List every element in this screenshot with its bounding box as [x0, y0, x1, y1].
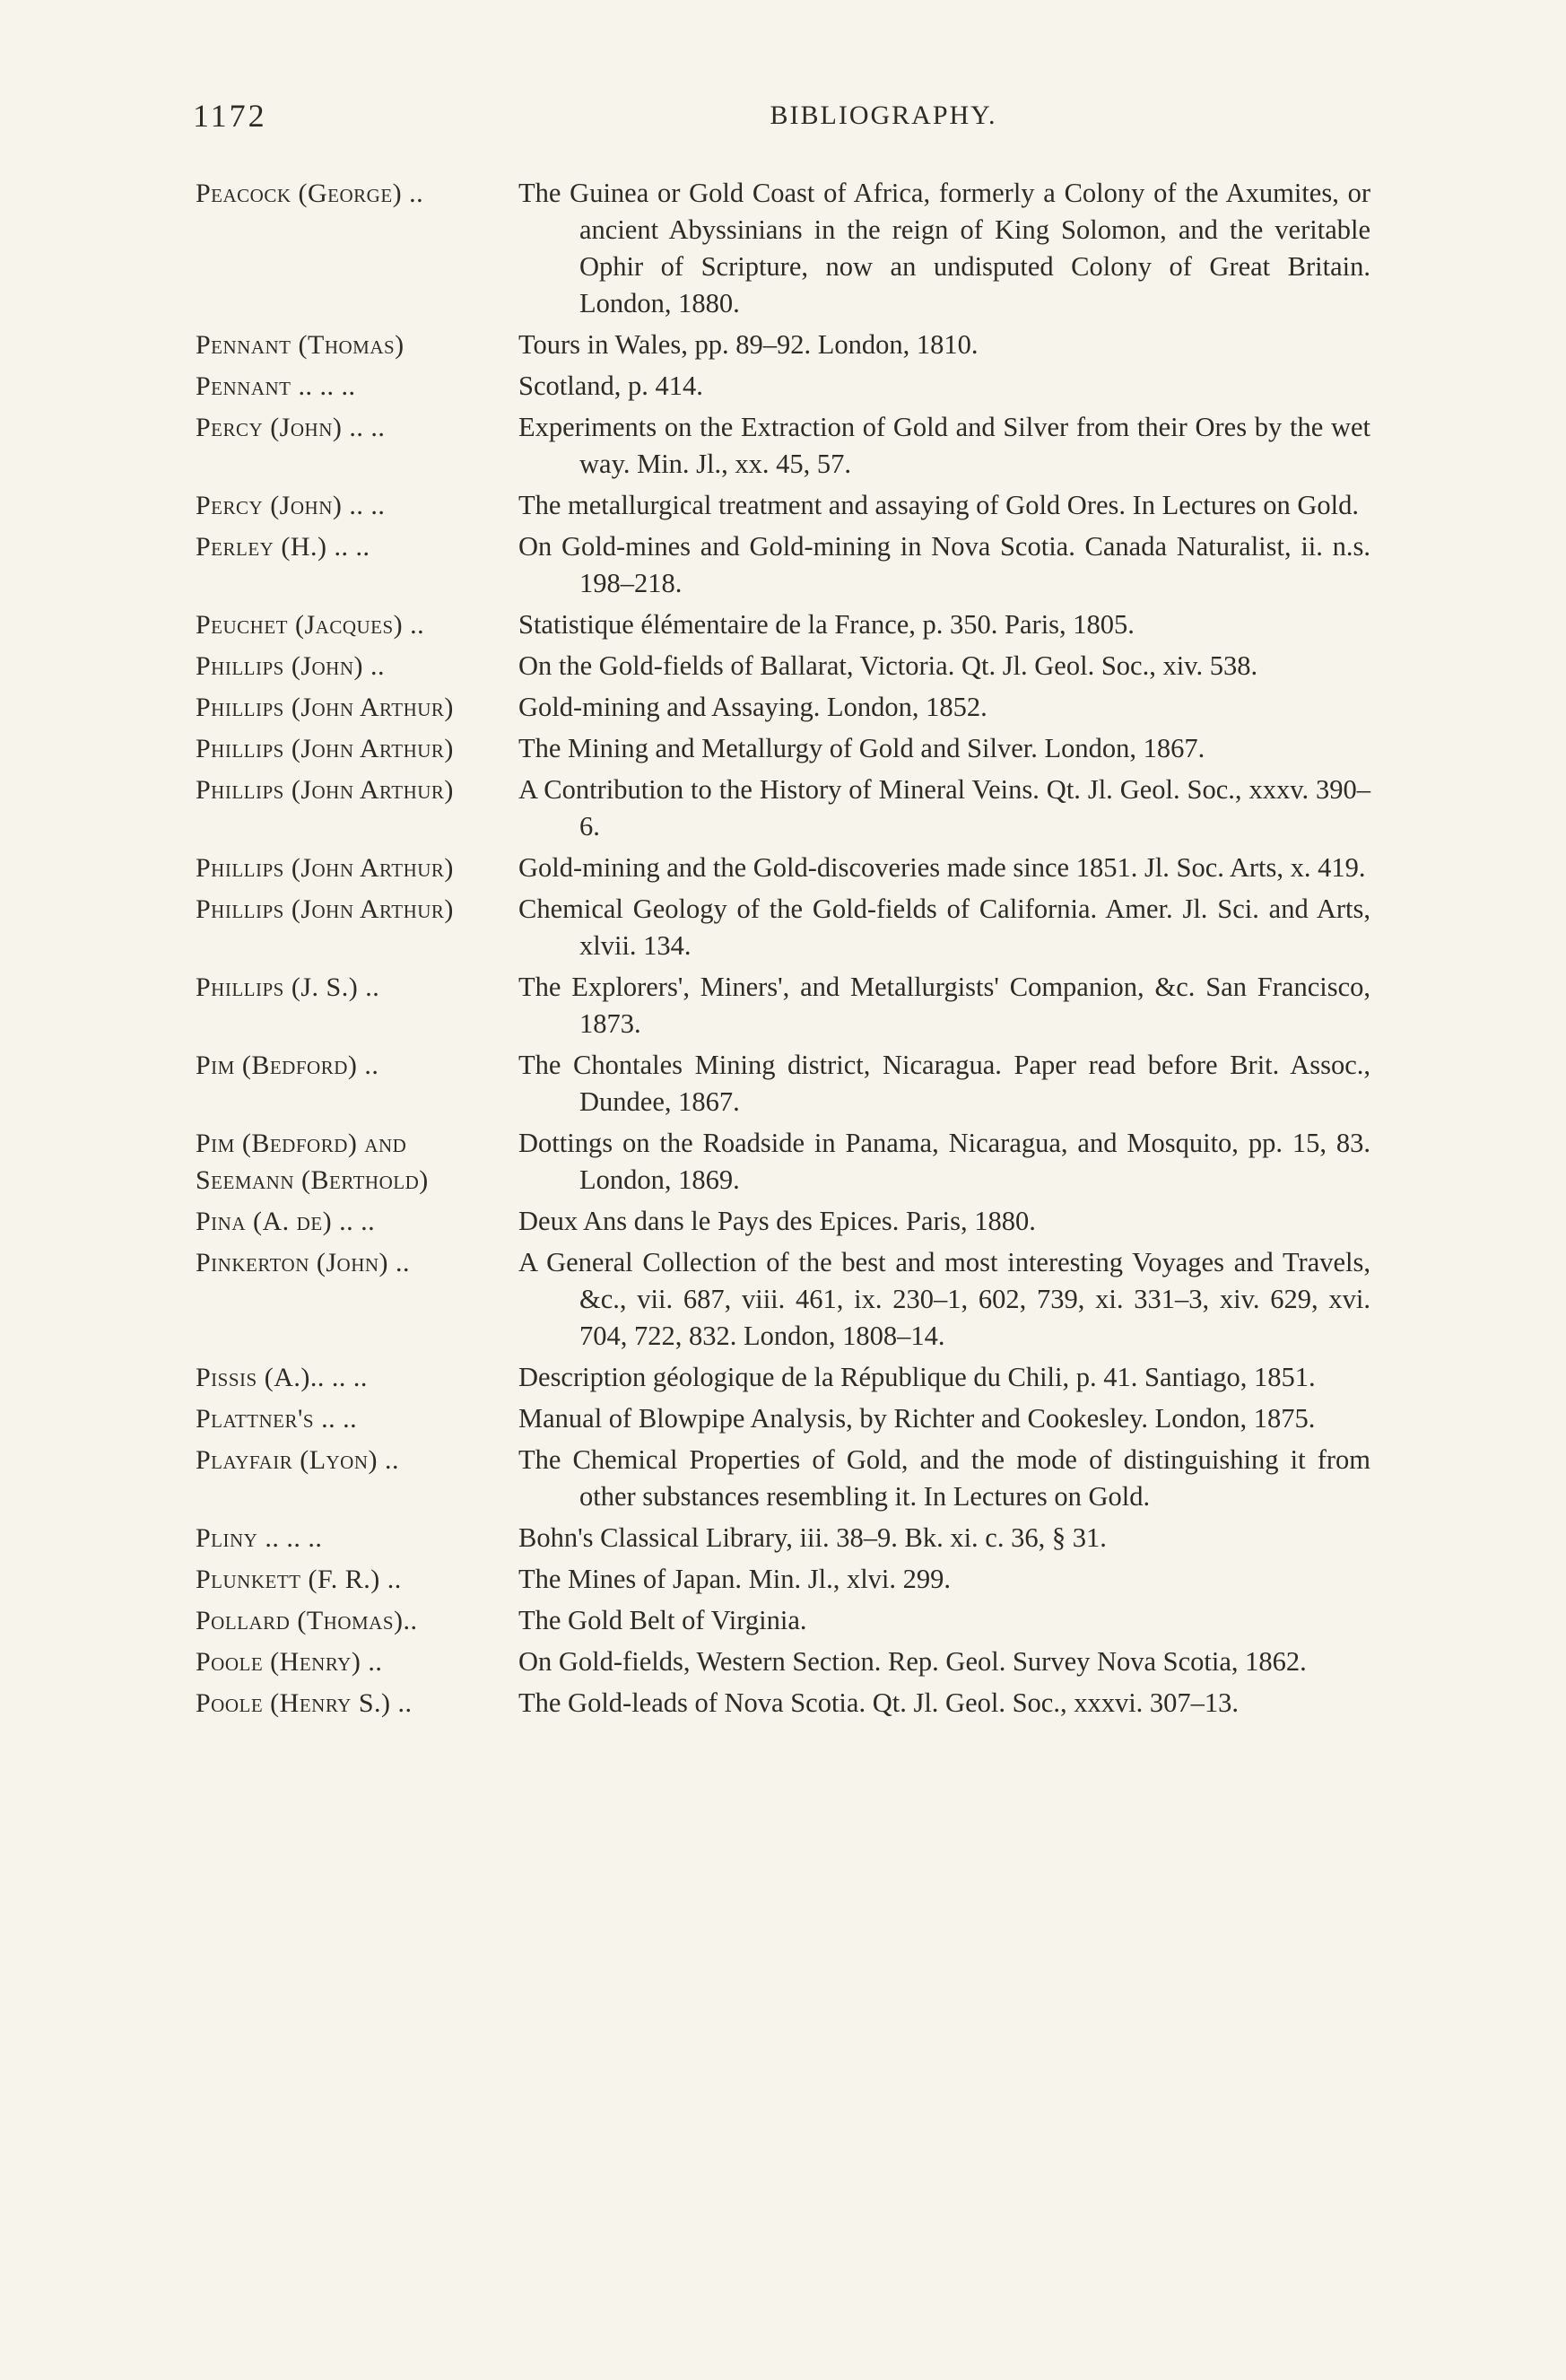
entry-author: Peuchet (Jacques) ..	[196, 610, 425, 640]
page-number: 1172	[193, 98, 267, 134]
entry-author: Phillips (John Arthur)	[196, 693, 454, 722]
bibliography-entry	[196, 1561, 1402, 1598]
entry-author: Peacock (George) ..	[196, 179, 424, 208]
entry-title: On Gold-mines and Gold-mining in Nova Scotia. Canada Naturalist, ii. n.s. 198–218.	[518, 531, 1370, 598]
entry-title: The Chemical Properties of Gold, and the mode of distinguishing it from other substances resembling it. In Lectures on Gold.	[518, 1444, 1370, 1512]
entry-author: Poole (Henry S.) ..	[196, 1688, 413, 1718]
entry-title: A General Collection of the best and most interesting Voyages and Travels, &c., vii. 687, viii. 461, ix. 230–1, 602, 739, xi. 331–3, xiv. 629, xvi. 704, 722, 832. London, 1808–14.	[518, 1247, 1370, 1351]
entry-title: The Chontales Mining district, Nicaragua. Paper read before Brit. Assoc., Dundee, 1867.	[518, 1050, 1370, 1117]
bibliography-entry	[196, 175, 1402, 322]
bibliography-entry	[196, 606, 1402, 643]
bibliography-entry	[196, 1125, 1402, 1199]
bibliography-entry	[196, 1047, 1402, 1120]
entry-author: Pina (A. de) .. ..	[196, 1207, 376, 1236]
bibliography-entry	[196, 648, 1402, 684]
entry-title: The Mines of Japan. Min. Jl., xlvi. 299.	[518, 1564, 952, 1594]
entry-author: Percy (John) .. ..	[196, 413, 386, 442]
entry-title: The metallurgical treatment and assaying of Gold Ores. In Lectures on Gold.	[518, 490, 1360, 520]
entry-author: Perley (H.) .. ..	[196, 532, 370, 562]
bibliography-entry	[196, 368, 1402, 405]
entry-title: The Guinea or Gold Coast of Africa, formerly a Colony of the Axumites, or ancient Abyssinians in the reign of King Solomon, and the veritable Ophir of Scripture, now an undisputed Colony of Great Britain. London, 1880.	[518, 178, 1370, 318]
bibliography-entry	[196, 409, 1402, 483]
entry-author: Playfair (Lyon) ..	[196, 1445, 400, 1475]
entry-author: Phillips (John Arthur)	[196, 734, 454, 763]
bibliography-entry	[196, 850, 1402, 886]
bibliography-entry	[196, 891, 1402, 964]
entry-author: Plattner's .. ..	[196, 1404, 358, 1434]
bibliography-entry	[196, 327, 1402, 363]
bibliography-entry	[196, 1359, 1402, 1396]
entry-author: Phillips (John Arthur)	[196, 894, 454, 924]
entry-title: Bohn's Classical Library, iii. 38–9. Bk. xi. c. 36, § 31.	[518, 1522, 1107, 1553]
entry-title: Gold-mining and Assaying. London, 1852.	[518, 692, 987, 722]
entry-title: Experiments on the Extraction of Gold and Silver from their Ores by the wet way. Min. Jl., xx. 45, 57.	[518, 412, 1370, 479]
entry-title: The Gold-leads of Nova Scotia. Qt. Jl. Geol. Soc., xxxvi. 307–13.	[518, 1687, 1240, 1718]
bibliography-list	[196, 175, 1402, 1726]
bibliography-entry	[196, 1203, 1402, 1240]
running-title: BIBLIOGRAPHY.	[770, 100, 997, 130]
bibliography-entry	[196, 487, 1402, 524]
bibliography-entry	[196, 1602, 1402, 1639]
entry-title: Chemical Geology of the Gold-fields of California. Amer. Jl. Sci. and Arts, xlvii. 134.	[518, 894, 1370, 961]
entry-title: Manual of Blowpipe Analysis, by Richter and Cookesley. London, 1875.	[518, 1403, 1316, 1434]
entry-title: On Gold-fields, Western Section. Rep. Geol. Survey Nova Scotia, 1862.	[518, 1646, 1307, 1677]
entry-title: Deux Ans dans le Pays des Epices. Paris, 1880.	[518, 1206, 1036, 1236]
entry-title: A Contribution to the History of Mineral Veins. Qt. Jl. Geol. Soc., xxxv. 390–6.	[518, 774, 1370, 841]
entry-title: Statistique élémentaire de la France, p. 350. Paris, 1805.	[518, 609, 1135, 640]
entry-title: Dottings on the Roadside in Panama, Nicaragua, and Mosquito, pp. 15, 83. London, 1869.	[518, 1128, 1370, 1195]
entry-author: Poole (Henry) ..	[196, 1647, 383, 1677]
bibliography-entry	[196, 969, 1402, 1042]
entry-title: Description géologique de la République du Chili, p. 41. Santiago, 1851.	[518, 1362, 1316, 1392]
entry-author: Phillips (John Arthur)	[196, 775, 454, 805]
entry-author: Pennant .. .. ..	[196, 371, 356, 401]
bibliography-entry	[196, 528, 1402, 602]
entry-author: Pliny .. .. ..	[196, 1523, 323, 1553]
entry-author: Pim (Bedford) and Seemann (Berthold)	[196, 1129, 429, 1195]
entry-title: Scotland, p. 414.	[518, 371, 703, 401]
bibliography-entry	[196, 730, 1402, 767]
entry-title: Gold-mining and the Gold-discoveries made since 1851. Jl. Soc. Arts, x. 419.	[518, 852, 1366, 883]
entry-author: Pinkerton (John) ..	[196, 1248, 411, 1277]
entry-author: Phillips (J. S.) ..	[196, 972, 380, 1002]
entry-title: On the Gold-fields of Ballarat, Victoria. Qt. Jl. Geol. Soc., xiv. 538.	[518, 650, 1258, 681]
entry-author: Plunkett (F. R.) ..	[196, 1565, 402, 1594]
bibliography-entry	[196, 772, 1402, 845]
bibliography-entry	[196, 1643, 1402, 1680]
entry-title: The Gold Belt of Virginia.	[518, 1605, 807, 1635]
entry-title: Tours in Wales, pp. 89–92. London, 1810.	[518, 329, 979, 360]
entry-author: Phillips (John) ..	[196, 651, 386, 681]
bibliography-entry	[196, 1442, 1402, 1515]
bibliography-entry	[196, 1685, 1402, 1722]
entry-author: Pennant (Thomas)	[196, 330, 405, 360]
entry-author: Pissis (A.).. .. ..	[196, 1363, 368, 1392]
entry-author: Percy (John) .. ..	[196, 491, 386, 520]
page-header	[193, 97, 1395, 142]
entry-author: Phillips (John Arthur)	[196, 853, 454, 883]
entry-title: The Mining and Metallurgy of Gold and Silver. London, 1867.	[518, 733, 1205, 763]
entry-title: The Explorers', Miners', and Metallurgists' Companion, &c. San Francisco, 1873.	[518, 972, 1370, 1039]
bibliography-entry	[196, 1400, 1402, 1437]
entry-author: Pim (Bedford) ..	[196, 1051, 379, 1080]
bibliography-entry	[196, 1244, 1402, 1355]
bibliography-entry	[196, 689, 1402, 726]
entry-author: Pollard (Thomas)..	[196, 1606, 418, 1635]
bibliography-entry	[196, 1520, 1402, 1556]
